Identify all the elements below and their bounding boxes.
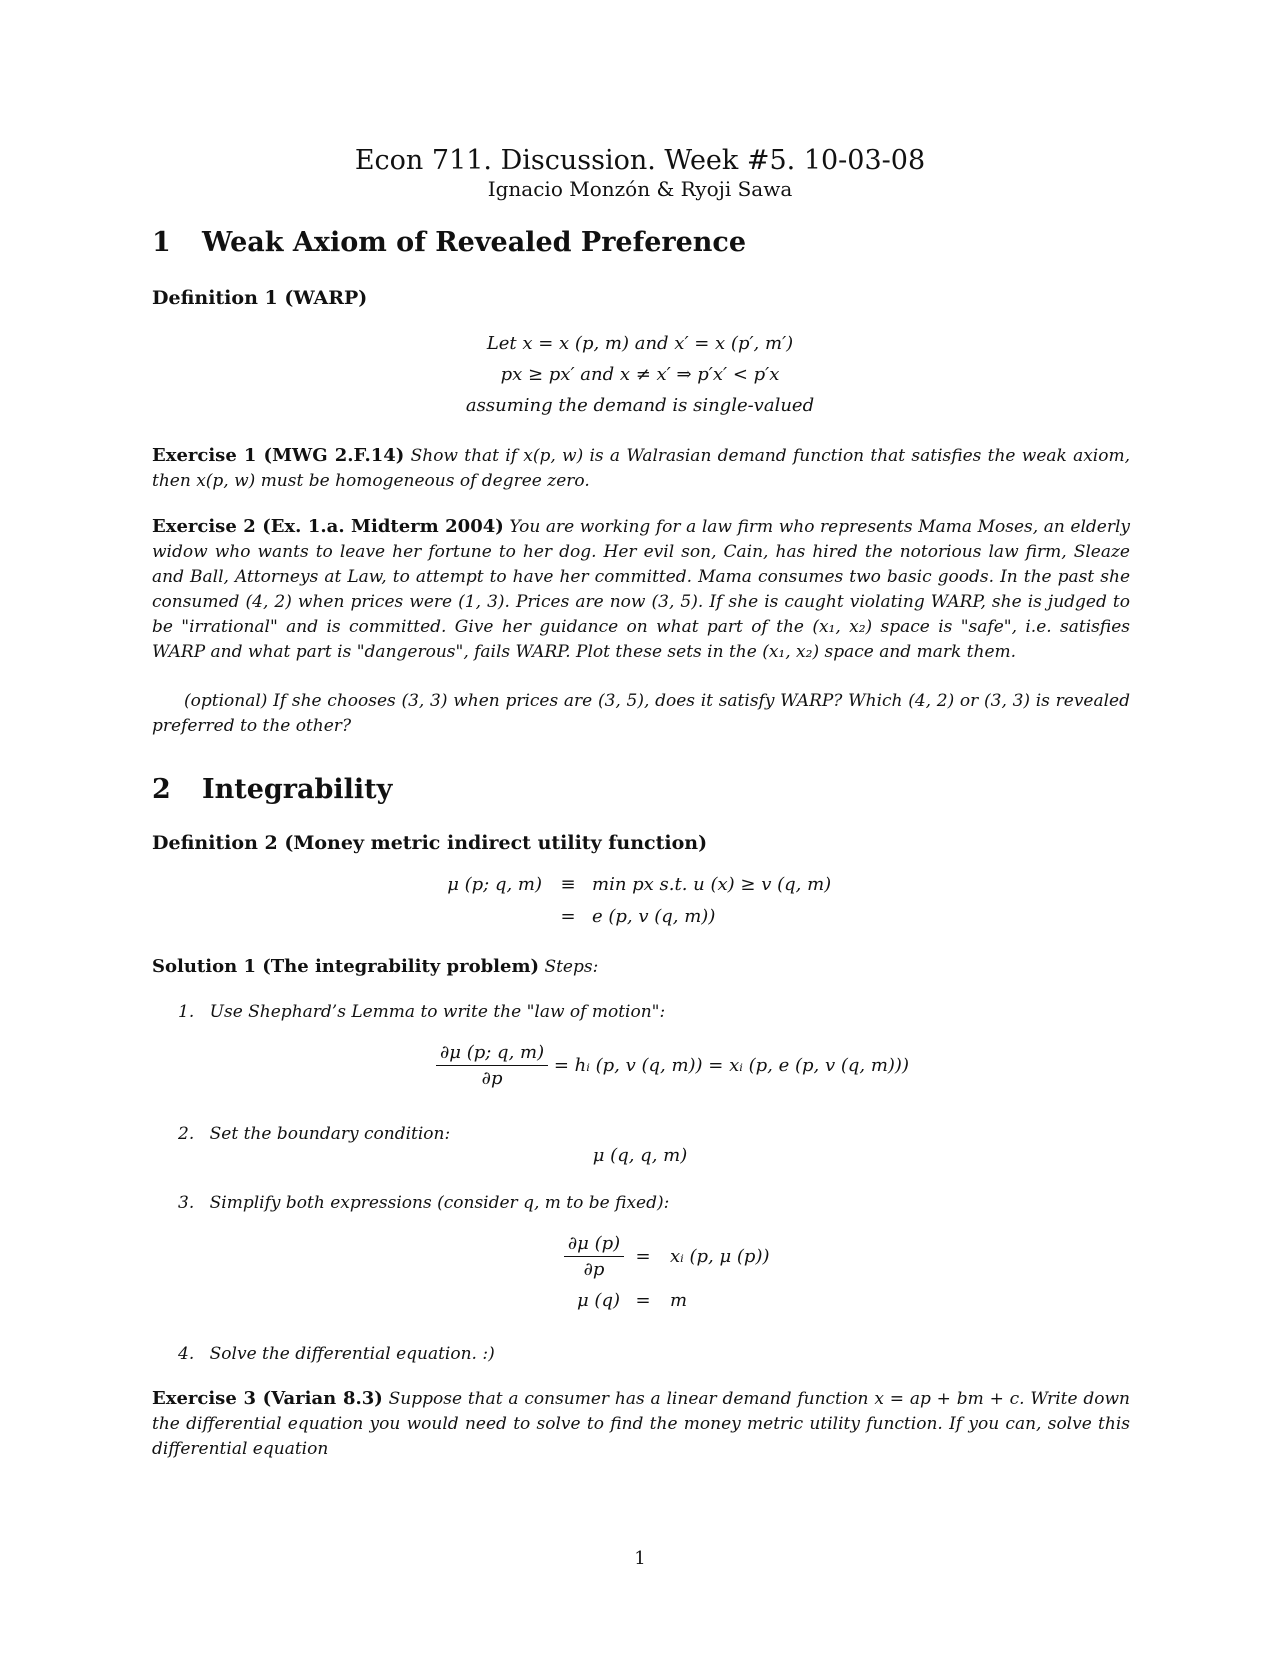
step-3-lhs-2: μ (q) xyxy=(577,1290,620,1311)
step-2-number: 2. xyxy=(178,1124,195,1144)
step-3-op-2: = xyxy=(635,1290,651,1311)
money-metric-op-equiv: ≡ xyxy=(560,874,576,895)
step-3 xyxy=(178,1191,669,1215)
step-3-fraction-denominator: ∂p xyxy=(583,1259,605,1280)
step-3-fraction xyxy=(564,1233,624,1280)
section-1-number: 1 xyxy=(152,227,171,258)
warp-equation-line-1: Let x = x (p, m) and x′ = x (p′, m′) xyxy=(486,333,794,354)
money-metric-op-eq: = xyxy=(560,906,576,927)
step-2 xyxy=(178,1122,450,1146)
exercise-2-optional: (optional) If she chooses (3, 3) when prices are (3, 5), does it satisfy WARP? Which (4, 2) or (3, 3) is revealed preferred to the other? xyxy=(152,691,1130,736)
step-3-fraction-numerator: ∂μ (p) xyxy=(564,1233,624,1257)
solution-1-label: Solution 1 (The integrability problem) xyxy=(152,956,540,977)
exercise-1-text: Show that if x(p, w) is a Walrasian demand function that satisfies the weak axiom, then x(p, w) must be homogeneous of degree zero. xyxy=(152,446,1131,491)
money-metric-lhs: μ (p; q, m) xyxy=(447,874,542,895)
step-3-rhs-2: m xyxy=(670,1290,688,1311)
exercise-2 xyxy=(152,514,1130,665)
exercise-3-label: Exercise 3 (Varian 8.3) xyxy=(152,1388,383,1409)
step-3-rhs-1: xᵢ (p, μ (p)) xyxy=(670,1246,770,1267)
section-1-heading xyxy=(152,227,1130,259)
step-1-number: 1. xyxy=(178,1002,195,1022)
section-2-heading xyxy=(152,774,1130,806)
step-2-text: Set the boundary condition: xyxy=(209,1124,451,1144)
step-1-fraction-denominator: ∂p xyxy=(481,1068,503,1089)
definition-1-label: Definition 1 (WARP) xyxy=(152,287,368,309)
exercise-1-label: Exercise 1 (MWG 2.F.14) xyxy=(152,445,405,466)
section-2-title: Integrability xyxy=(202,774,393,805)
exercise-3-text: Suppose that a consumer has a linear demand function x = ap + bm + c. Write down the differential equation you would need to solve to find the money metric utility function. If you can, solve this differential equation xyxy=(152,1389,1131,1459)
exercise-2-label: Exercise 2 (Ex. 1.a. Midterm 2004) xyxy=(152,516,504,537)
step-4-text: Solve the differential equation. :) xyxy=(209,1344,495,1364)
page-number: 1 xyxy=(634,1548,646,1569)
step-3-lhs-1 xyxy=(548,1233,640,1280)
section-1-title: Weak Axiom of Revealed Preference xyxy=(202,227,747,258)
step-3-text: Simplify both expressions (consider q, m to be fixed): xyxy=(209,1193,670,1213)
money-metric-rhs-1: min px s.t. u (x) ≥ v (q, m) xyxy=(592,874,832,895)
exercise-2-text: You are working for a law firm who represents Mama Moses, an elderly widow who wants to leave her fortune to her dog. Her evil son, Cain, has hired the notorious law firm, Sleaze and Ball, Attorneys at Law, to attempt to have her committed. Mama consumes two basic goods. In the past she consumed (4, 2) when prices were (1, 3). Prices are now (3, 5). If she is caught violating WARP, she is judged to be "irrational" and is committed. Give her guidance on what part of the (x₁, x₂) space is "safe", i.e. satisfies WARP and what part is "dangerous", fails WARP. Plot these sets in the (x₁, x₂) space and mark them. xyxy=(152,517,1131,662)
section-2-number: 2 xyxy=(152,774,171,805)
warp-equation-line-2: px ≥ px′ and x ≠ x′ ⇒ p′x′ < p′x xyxy=(500,364,780,385)
step-2-equation: μ (q, q, m) xyxy=(592,1145,688,1166)
step-4 xyxy=(178,1342,495,1366)
step-1-fraction xyxy=(436,1042,548,1089)
step-1-equation-rhs: = hᵢ (p, v (q, m)) = xᵢ (p, e (p, v (q, m))) xyxy=(553,1055,909,1076)
solution-1-text: Steps: xyxy=(544,957,599,977)
step-4-number: 4. xyxy=(178,1344,195,1364)
exercise-1 xyxy=(152,443,1130,494)
step-1-equation xyxy=(436,1042,909,1089)
money-metric-rhs-2: e (p, v (q, m)) xyxy=(592,906,716,927)
step-3-number: 3. xyxy=(178,1193,195,1213)
warp-equation-line-3: assuming the demand is single-valued xyxy=(465,395,815,416)
step-1 xyxy=(178,1000,665,1024)
step-1-text: Use Shephard’s Lemma to write the "law of motion": xyxy=(209,1002,666,1022)
definition-2-label: Definition 2 (Money metric indirect utility function) xyxy=(152,832,708,854)
step-1-fraction-numerator: ∂μ (p; q, m) xyxy=(436,1042,548,1066)
exercise-3 xyxy=(152,1386,1130,1462)
document-title: Econ 711. Discussion. Week #5. 10-03-08 xyxy=(354,145,926,176)
solution-1 xyxy=(152,954,1130,980)
step-3-op-1: = xyxy=(635,1246,651,1267)
document-authors: Ignacio Monzón & Ryoji Sawa xyxy=(487,177,793,201)
